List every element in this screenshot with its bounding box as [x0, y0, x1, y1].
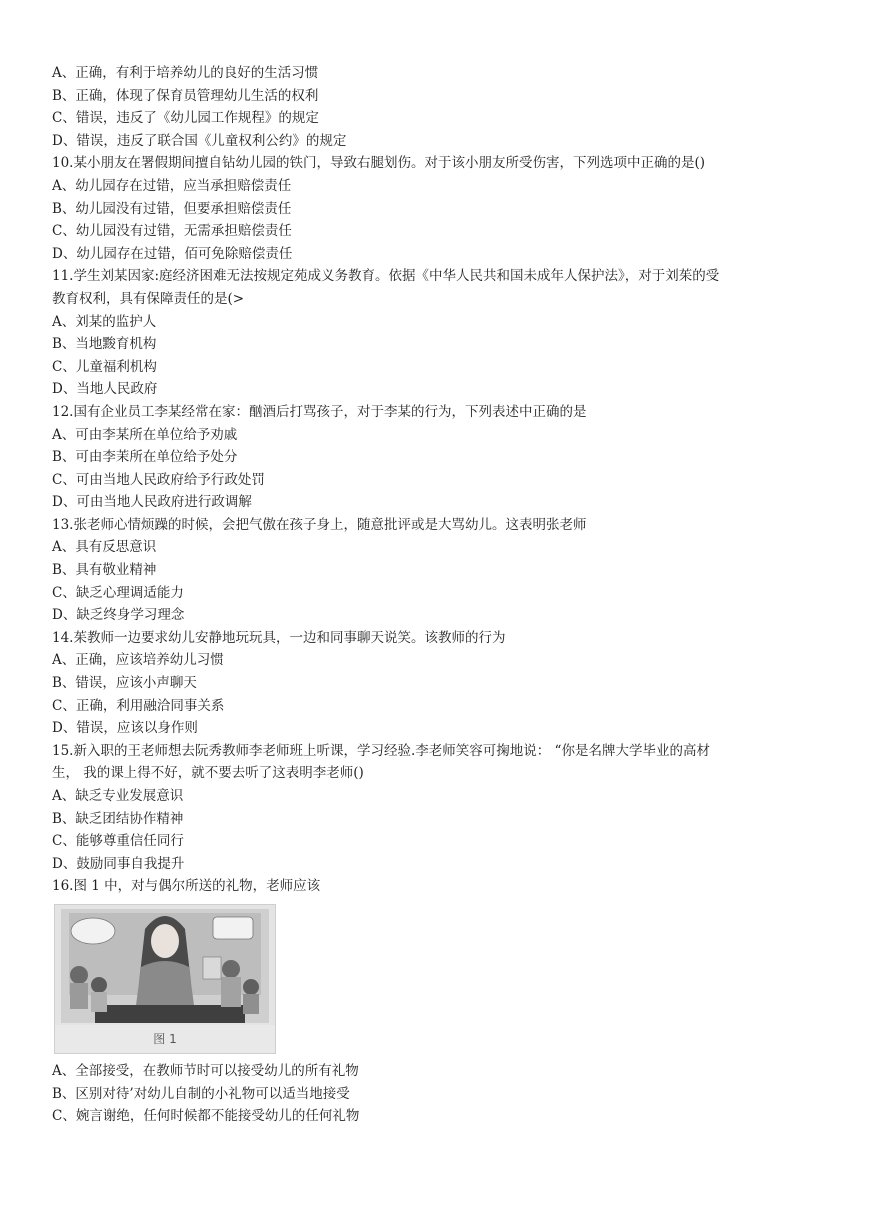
text-line: A、正确，有利于培养幼儿的良好的生活习惯	[52, 65, 319, 81]
text-line: 12.国有企业员工李某经常在家：酗酒后打骂孩子，对于李某的行为，下列表述中正确的是	[52, 403, 587, 420]
text-line: B、缺乏团结协作精神	[52, 810, 184, 827]
text-line: 14.茱教师一边要求幼儿安静地玩玩具，一边和同事聊天说笑。该教师的行为	[52, 629, 506, 646]
text-line: D、鼓励同事自我提升	[52, 855, 185, 872]
text-line: B、错误，应该小声聊天	[52, 675, 197, 692]
figure-1-image	[54, 904, 276, 1054]
text-line: A、正确，应该培养幼儿习惯	[52, 652, 224, 669]
text-line: D、错误，应该以身作则	[52, 720, 198, 737]
text-line: C、儿童福利机构	[52, 358, 157, 375]
text-line: D、错误，违反了联合国《儿童权利公约》的规定	[52, 132, 347, 149]
text-line: B、区别对待’对幼儿自制的小礼物可以适当地接受	[52, 1085, 350, 1102]
document-page	[52, 62, 822, 1128]
text-line: C、婉言谢绝，任何时候都不能接受幼儿的任何礼物	[52, 1108, 360, 1125]
text-line: C、缺乏心理调适能力	[52, 584, 184, 601]
text-line: B、正确，体现了保育员管理幼儿生活的权利	[52, 87, 319, 104]
text-line: B、当地黢育机构	[52, 336, 157, 353]
text-line: A、全部接受，在教师节时可以接受幼儿的所有礼物	[52, 1062, 359, 1079]
text-line: A、幼儿园存在过错，应当承担赔偿责任	[52, 177, 292, 194]
text-line: B、幼儿园没有过错，但要承担赔偿责任	[52, 200, 292, 217]
question-block-top	[52, 62, 822, 898]
text-line: 教育权利，具有保障责任的是(>	[52, 290, 245, 307]
text-line: B、可由李茉所在单位给予处分	[52, 449, 238, 466]
text-line: A、具有反思意识	[52, 539, 157, 556]
text-line: D、缺乏终身学习理念	[52, 607, 185, 624]
text-line: B、具有敬业精神	[52, 562, 157, 579]
text-line: A、缺乏专业发展意识	[52, 788, 184, 804]
text-line: 13.张老师心情烦躁的时候，会把气傲在孩子身上，随意批评或是大骂幼儿。这表明张老师	[52, 516, 587, 533]
text-line: C、能够尊重信任同行	[52, 833, 184, 850]
text-line: 10.某小朋友在署假期间擅自钻幼儿园的铁门，导致右腿划伤。对于该小朋友所受伤害，下列选项中正确的是()	[52, 155, 706, 172]
figure-caption: 图 1	[153, 1031, 177, 1046]
text-line: C、可由当地人民政府给予行政处罚	[52, 471, 265, 488]
text-line: A、可由李某所在单位给予劝戚	[52, 426, 238, 443]
text-line: 16.图 1 中，对与偶尔所送的礼物，老师应该	[52, 878, 321, 895]
text-line: C、错误，违反了《幼儿园工作规程》的规定	[52, 110, 319, 127]
text-line: 11.学生刘某因家:庭经济困难无法按规定苑成义务教育。依据《中华人民共和国未成年人保护法》，对于刘茱的受	[52, 268, 720, 285]
text-line: C、正确，利用融洽同事关系	[52, 697, 225, 714]
text-line: 15.新入职的王老师想去阮秀教师李老师班上听课，学习经验.李老师笑容可掬地说： “你是名牌大学毕业的高材	[52, 742, 710, 759]
text-line: C、幼儿园没有过错，无需承担赔偿责任	[52, 223, 292, 240]
text-line: D、可由当地人民政府进行政调解	[52, 494, 252, 511]
text-line: A、刘某的监护人	[52, 313, 157, 330]
question-block-bottom	[52, 1060, 822, 1128]
text-line: 生， 我的课上得不好，就不要去听了这表明李老师()	[52, 765, 364, 782]
text-line: D、幼儿园存在过错，佰可免除赔偿责任	[52, 245, 293, 262]
text-line: D、当地人民政府	[52, 381, 158, 398]
